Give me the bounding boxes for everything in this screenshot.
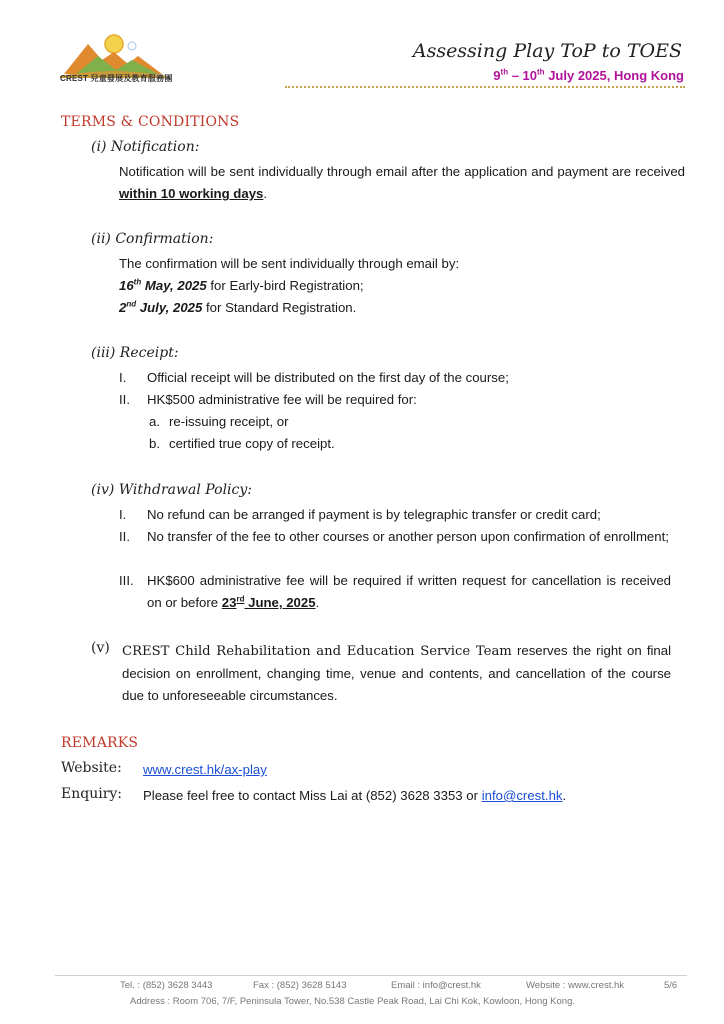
- enquiry-text: Please feel free to contact Miss Lai at (852) 3628 3353 or info@crest.hk.: [143, 788, 567, 803]
- page-number: 5/6: [664, 980, 678, 991]
- footer-tel: Tel. : (852) 3628 3443: [120, 980, 213, 991]
- receipt-heading: (iii) Receipt:: [91, 345, 179, 361]
- notification-text: Notification will be sent individually through email after the application and payment are received within 10 working days.: [119, 164, 685, 201]
- remarks-heading: REMARKS: [61, 735, 139, 751]
- notification-deadline: within 10 working days: [119, 186, 264, 201]
- withdrawal-item-2: No transfer of the fee to other courses or another person upon confirmation of enrollment;: [147, 529, 669, 544]
- confirmation-intro: The confirmation will be sent individually through email by:: [119, 256, 460, 271]
- course-title: Assessing Play ToP to TOES: [412, 40, 682, 62]
- email-link[interactable]: info@crest.hk: [481, 788, 563, 803]
- withdrawal-num-3: III.: [119, 573, 134, 588]
- footer-website: Website : www.crest.hk: [526, 980, 625, 991]
- clause-v-text: CREST Child Rehabilitation and Education Service Team reserves the right on final decision on enrollment, changing time, venue and contents, and cancellation of the course due to unforeseeable circumstances.: [122, 643, 672, 703]
- confirmation-early-bird: 16th May, 2025 for Early-bird Registration;: [119, 277, 364, 293]
- website-link[interactable]: www.crest.hk/ax-play: [143, 762, 267, 777]
- withdrawal-item-1: I. No refund can be arranged if payment is by telegraphic transfer or credit card;: [119, 507, 601, 522]
- enquiry-label: Enquiry:: [61, 786, 123, 802]
- terms-heading: TERMS & CONDITIONS: [61, 114, 240, 130]
- withdrawal-heading: (iv) Withdrawal Policy:: [91, 482, 252, 498]
- confirmation-heading: (ii) Confirmation:: [91, 231, 214, 247]
- withdrawal-item-3: HK$600 administrative fee will be required if written request for cancellation is received on or before 23rd June, 2025.: [147, 573, 671, 610]
- confirmation-standard: 2nd July, 2025 for Standard Registration.: [119, 299, 357, 315]
- receipt-item-1: I. Official receipt will be distributed on the first day of the course;: [119, 370, 509, 385]
- header-divider: [285, 86, 685, 88]
- notification-heading: (i) Notification:: [91, 139, 200, 155]
- clause-v-number: (v): [91, 640, 110, 656]
- footer-fax: Fax : (852) 3628 5143: [253, 980, 347, 991]
- receipt-sub-a: a. re-issuing receipt, or: [149, 414, 289, 429]
- receipt-item-2: II. HK$500 administrative fee will be required for:: [119, 392, 417, 407]
- footer-address: Address : Room 706, 7/F, Peninsula Tower, No.538 Castle Peak Road, Lai Chi Kok, Kowloon, Hong Kong.: [130, 996, 575, 1007]
- course-date: 9th – 10th July 2025, Hong Kong: [493, 67, 684, 83]
- footer-divider: [55, 975, 687, 976]
- receipt-sub-b: b. certified true copy of receipt.: [149, 436, 335, 451]
- logo-text: CREST 兒童發展及教育服務團: [60, 74, 173, 83]
- withdrawal-num-2: II.: [119, 529, 130, 544]
- footer-email: Email : info@crest.hk: [391, 980, 481, 991]
- website-label: Website:: [61, 760, 122, 776]
